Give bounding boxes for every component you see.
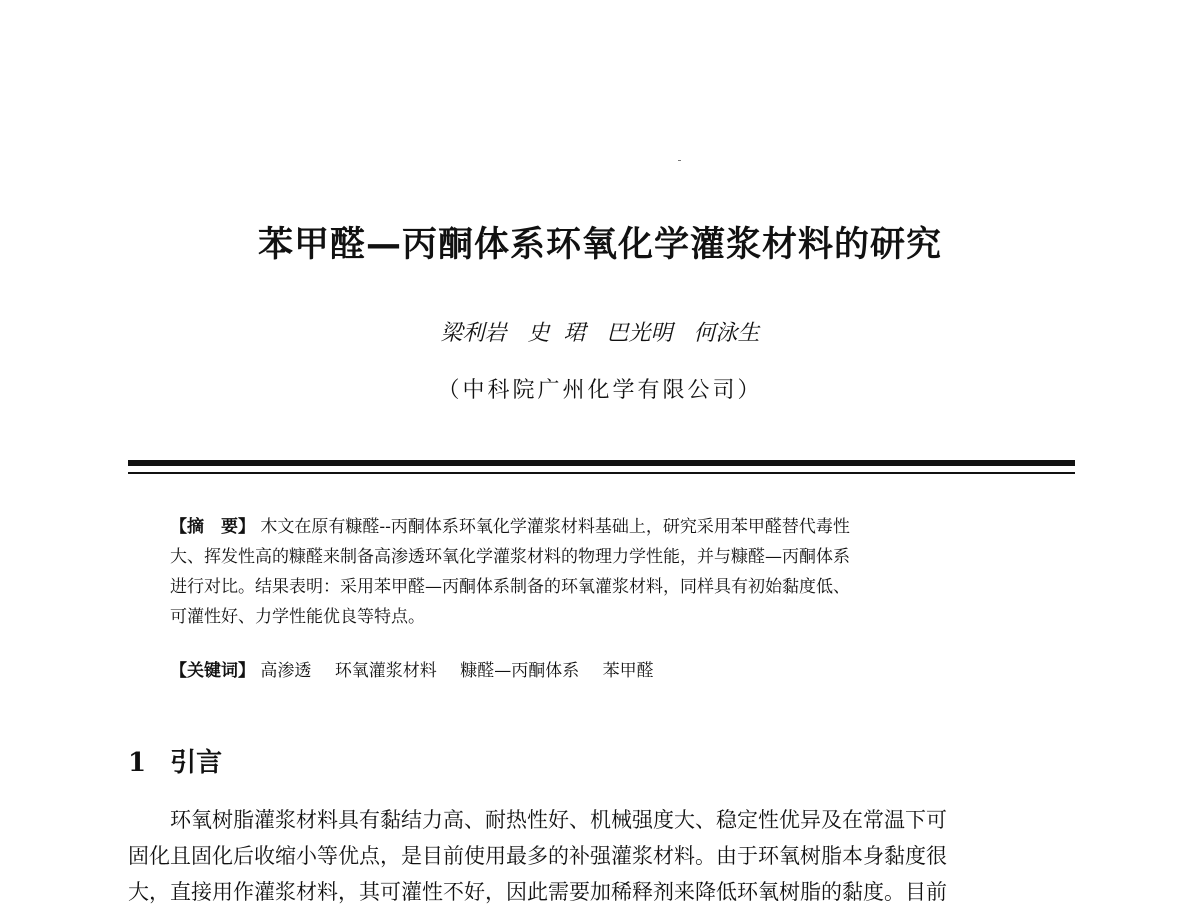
author-list: 梁利岩 史 珺 巴光明 何泳生 <box>440 321 760 346</box>
header-rule-thin <box>128 472 1075 474</box>
abstract-line: 大、挥发性高的糠醛来制备高渗透环氧化学灌浆材料的物理力学性能，并与糠醛—丙酮体系 <box>170 547 850 567</box>
section-number: 1 <box>128 748 147 778</box>
abstract-line: 进行对比。结果表明：采用苯甲醛—丙酮体系制备的环氧灌浆材料，同样具有初始黏度低、 <box>170 577 850 597</box>
affiliation: （中科院广州化学有限公司） <box>437 378 763 403</box>
keywords-label: 【关键词】 <box>170 661 255 681</box>
section-title: 引言 <box>170 748 223 778</box>
abstract-text: 木文在原有糠醛--丙酮体系环氧化学灌浆材料基础上，研究采用苯甲醛替代毒性 <box>260 517 850 537</box>
keyword: 苯甲醛 <box>602 661 654 681</box>
abstract-label: 【摘 要】 <box>170 517 255 537</box>
abstract <box>170 512 1050 632</box>
keyword: 糠醛—丙酮体系 <box>460 661 580 681</box>
body-line: 大，直接用作灌浆材料，其可灌性不好，因此需要加稀释剂来降低环氧树脂的黏度。目前 <box>128 880 947 904</box>
body-line: 固化且固化后收缩小等优点，是目前使用最多的补强灌浆材料。由于环氧树脂本身黏度很 <box>128 844 947 868</box>
scan-speck <box>678 160 681 161</box>
keywords <box>170 656 1050 686</box>
section-body <box>128 802 1078 910</box>
section-heading <box>128 745 222 781</box>
abstract-line: 可灌性好、力学性能优良等特点。 <box>170 607 425 627</box>
body-line: 环氧树脂灌浆材料具有黏结力高、耐热性好、机械强度大、稳定性优异及在常温下可 <box>170 808 947 832</box>
header-rule-thick <box>128 460 1075 466</box>
paper-title: 苯甲醛—丙酮体系环氧化学灌浆材料的研究 <box>257 225 942 265</box>
keyword: 环氧灌浆材料 <box>334 661 437 681</box>
keyword: 高渗透 <box>260 661 312 681</box>
abstract-line <box>170 512 1050 542</box>
